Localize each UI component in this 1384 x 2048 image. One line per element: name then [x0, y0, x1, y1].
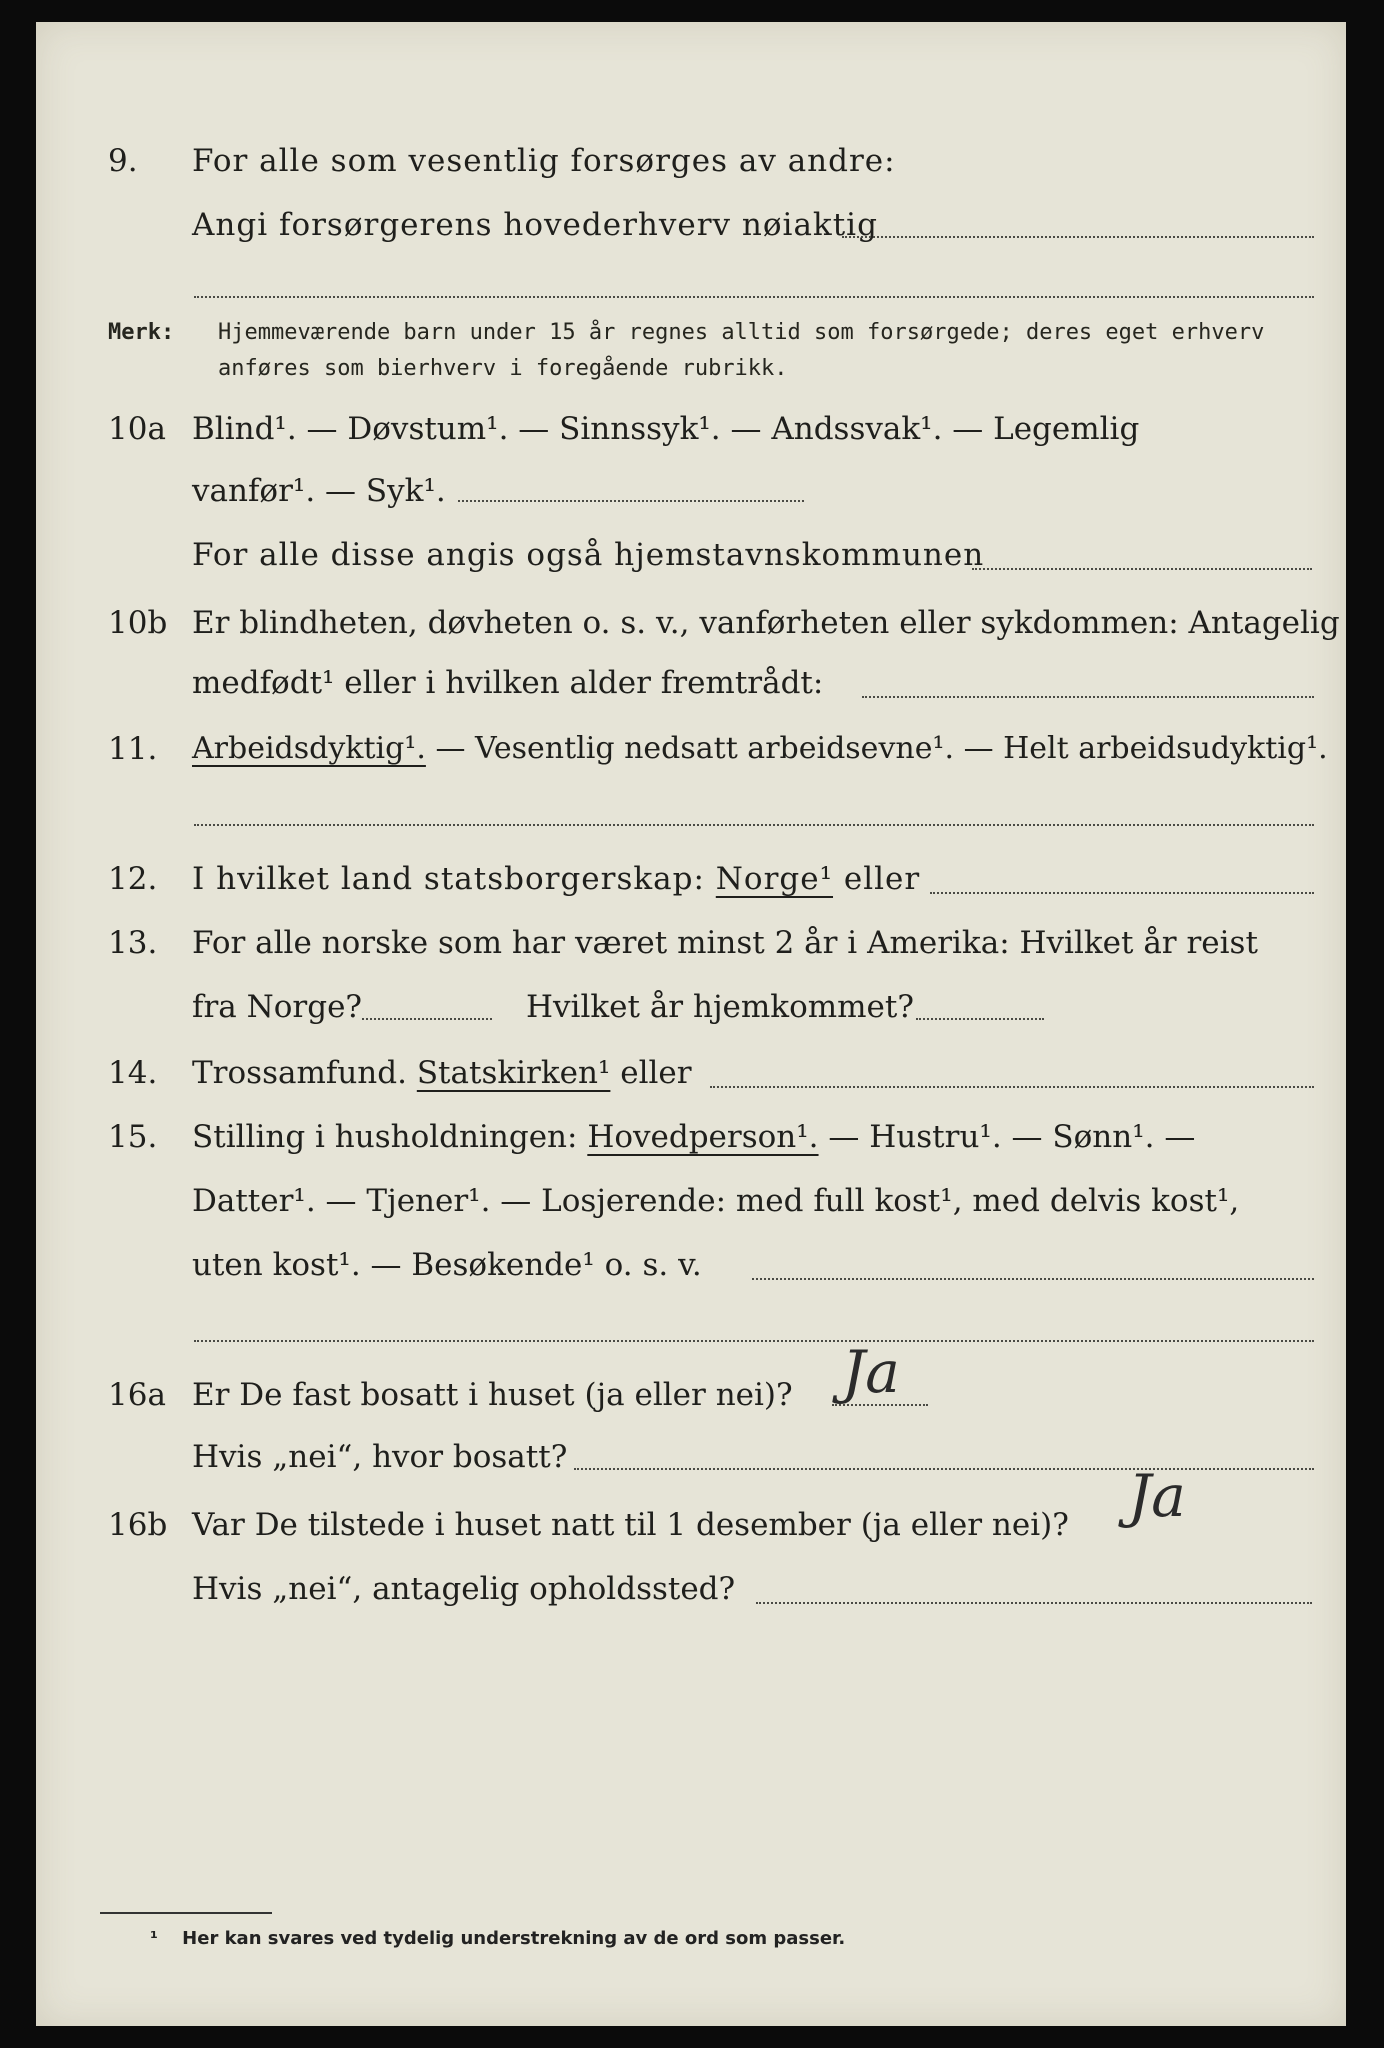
q14-option-statskirken[interactable]: Statskirken¹ — [416, 1055, 611, 1091]
q11-option-arbeidsdyktig[interactable]: Arbeidsdyktig¹. — [192, 731, 426, 766]
q9-answer-line[interactable] — [842, 236, 1314, 238]
q9-answer-line-2[interactable] — [194, 296, 1314, 298]
q15-line2: Datter¹. — Tjener¹. — Losjerende: med full kost¹, med delvis kost¹, — [192, 1183, 1240, 1219]
q10a-number: 10a — [108, 411, 166, 447]
q15-number: 15. — [108, 1119, 158, 1155]
q16a-line2: Hvis „nei“, hvor bosatt? — [192, 1439, 568, 1475]
q15-line3: uten kost¹. — Besøkende¹ o. s. v. — [192, 1247, 702, 1283]
q10a-line2: vanfør¹. — Syk¹. — [192, 473, 446, 509]
q9-line1: For alle som vesentlig forsørges av andre: — [192, 143, 896, 179]
q14-post: eller — [610, 1055, 692, 1091]
q12-line — [192, 850, 920, 908]
q16b-handwritten-answer: Ja — [1128, 1462, 1186, 1530]
q15-line1 — [192, 1108, 1195, 1166]
merk-label: Merk: — [108, 320, 175, 345]
q16b-line1: Var De tilstede i huset natt til 1 desember (ja eller nei)? — [192, 1507, 1069, 1543]
q11-rest: — Vesentlig nedsatt arbeidsevne¹. — Helt arbeidsudyktig¹. — [425, 731, 1328, 766]
q15-answer-line-2[interactable] — [194, 1340, 1314, 1342]
q12-number: 12. — [108, 861, 158, 897]
q12-answer-line[interactable] — [930, 892, 1314, 894]
q16b-number: 16b — [108, 1507, 168, 1543]
q12-pre: I hvilket land statsborgerskap: — [192, 861, 716, 897]
q10b-line2: medfødt¹ eller i hvilken alder fremtrådt: — [192, 665, 824, 701]
q12-post: eller — [833, 861, 921, 897]
q9-line2: Angi forsørgerens hovederhverv nøiaktig — [192, 207, 878, 243]
footnote — [150, 1928, 845, 1949]
q10b-number: 10b — [108, 605, 168, 641]
q13-number: 13. — [108, 925, 158, 961]
q15-option-hovedperson[interactable]: Hovedperson¹. — [587, 1119, 819, 1155]
q16b-answer-line[interactable] — [756, 1602, 1312, 1604]
q11-number: 11. — [108, 731, 158, 767]
q15-post: — Hustru¹. — Sønn¹. — — [818, 1119, 1196, 1155]
footnote-text: Her kan svares ved tydelig understrekning av de ord som passer. — [182, 1928, 846, 1949]
q9-number: 9. — [108, 143, 138, 179]
q10a-line1: Blind¹. — Døvstum¹. — Sinnssyk¹. — Andssvak¹. — Legemlig — [192, 411, 1140, 447]
q16a-handwritten-answer: Ja — [842, 1338, 900, 1406]
footnote-rule — [100, 1912, 272, 1914]
q16a-bosatt-answer-line[interactable] — [574, 1468, 1314, 1470]
q16a-number: 16a — [108, 1377, 166, 1413]
q10a-line3: For alle disse angis også hjemstavnskommunen — [192, 537, 985, 573]
q15-pre: Stilling i husholdningen: — [192, 1119, 588, 1155]
q14-pre: Trossamfund. — [192, 1055, 417, 1091]
q14-line — [192, 1044, 692, 1102]
q13-line2a: fra Norge? — [192, 989, 363, 1025]
q13-reist-answer-line[interactable] — [362, 1018, 492, 1020]
merk-line1: Hjemmeværende barn under 15 år regnes alltid som forsørgede; deres eget erhverv — [218, 320, 1265, 345]
q10a-syk-answer-line[interactable] — [458, 500, 804, 502]
q15-answer-line[interactable] — [752, 1278, 1314, 1280]
q16a-line1: Er De fast bosatt i huset (ja eller nei)? — [192, 1377, 793, 1413]
q12-option-norge[interactable]: Norge¹ — [715, 861, 834, 897]
merk-line2: anføres som bierhverv i foregående rubrikk. — [218, 356, 788, 381]
q16b-line2: Hvis „nei“, antagelig opholdssted? — [192, 1571, 736, 1607]
q14-answer-line[interactable] — [710, 1086, 1314, 1088]
q14-number: 14. — [108, 1055, 158, 1091]
footnote-mark: ¹ — [150, 1928, 158, 1949]
q10b-line1: Er blindheten, døvheten o. s. v., vanførheten eller sykdommen: Antagelig — [192, 605, 1340, 641]
q13-line2b: Hvilket år hjemkommet? — [526, 989, 914, 1025]
q13-hjemkommet-answer-line[interactable] — [916, 1018, 1044, 1020]
q11-answer-line[interactable] — [194, 824, 1314, 826]
q11-line — [192, 720, 1328, 778]
q13-line1: For alle norske som har været minst 2 år i Amerika: Hvilket år reist — [192, 925, 1258, 961]
q10a-hjemstavn-answer-line[interactable] — [972, 568, 1312, 570]
q10b-answer-line[interactable] — [862, 696, 1314, 698]
